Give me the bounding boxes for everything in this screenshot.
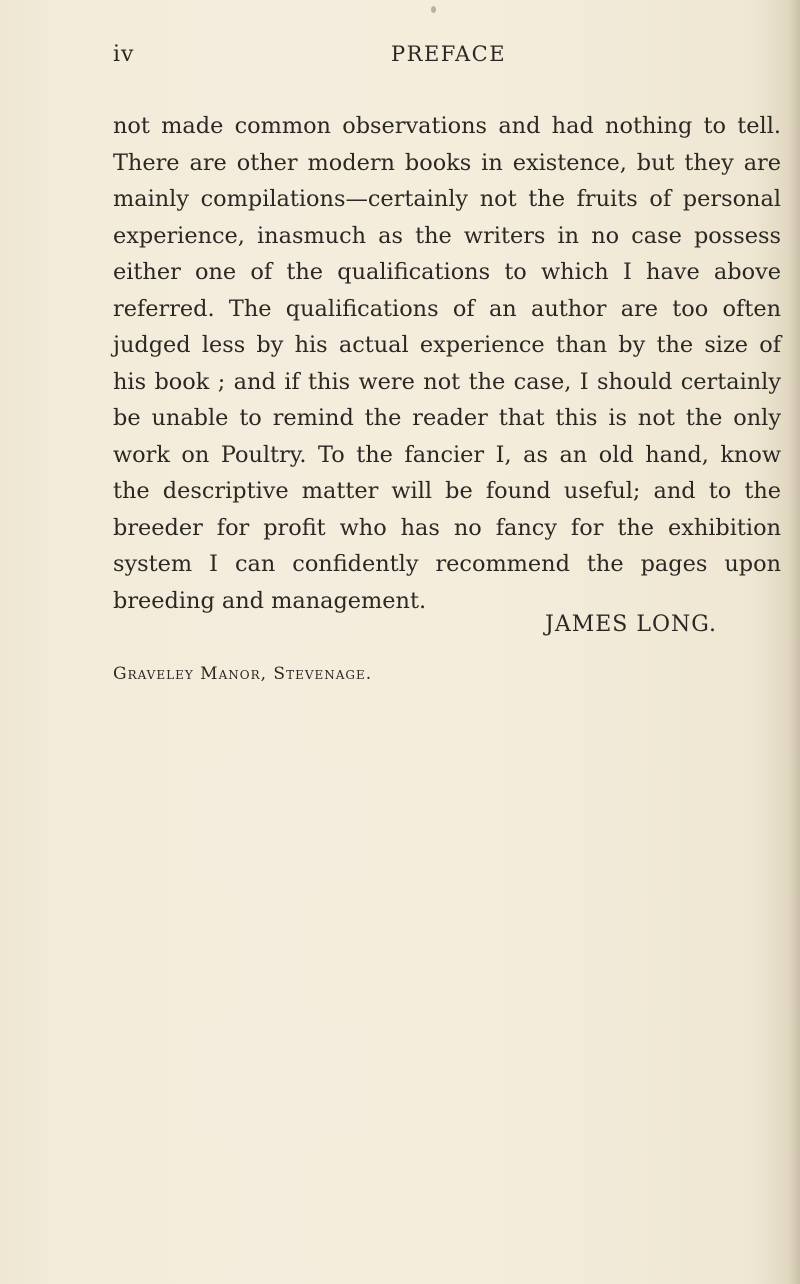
preface-paragraph	[113, 108, 781, 619]
text-line: referred. The qualifications of an author are too often	[113, 295, 781, 322]
text-line: breeding and management.	[113, 587, 427, 614]
text-line: not made common observations and had nothing to tell.	[113, 113, 781, 139]
ink-smudge	[431, 6, 436, 13]
text-line: mainly compilations—certainly not the fruits of personal	[113, 186, 781, 212]
text-line: the descriptive matter will be found useful; and to the	[113, 478, 781, 504]
page-number: iv	[113, 42, 135, 67]
text-line: system I can confidently recommend the pages upon	[113, 551, 781, 577]
page-edge-shadow	[788, 0, 800, 1284]
author-signature: JAMES LONG.	[545, 612, 718, 637]
running-head: PREFACE	[391, 42, 507, 66]
page-header	[113, 42, 777, 82]
text-line: work on Poultry. To the fancier I, as an old hand, know	[113, 441, 781, 468]
text-line: experience, inasmuch as the writers in no case possess	[113, 222, 781, 249]
text-line: breeder for profit who has no fancy for the exhibition	[113, 514, 781, 541]
text-line: judged less by his actual experience than by the size of	[113, 332, 781, 358]
author-address: Graveley Manor, Stevenage.	[113, 664, 373, 684]
text-line: either one of the qualifications to which I have above	[113, 259, 781, 285]
text-line: be unable to remind the reader that this is not the only	[113, 405, 781, 431]
text-line: his book ; and if this were not the case, I should certainly	[113, 368, 781, 395]
text-line: There are other modern books in existence, but they are	[113, 149, 781, 176]
